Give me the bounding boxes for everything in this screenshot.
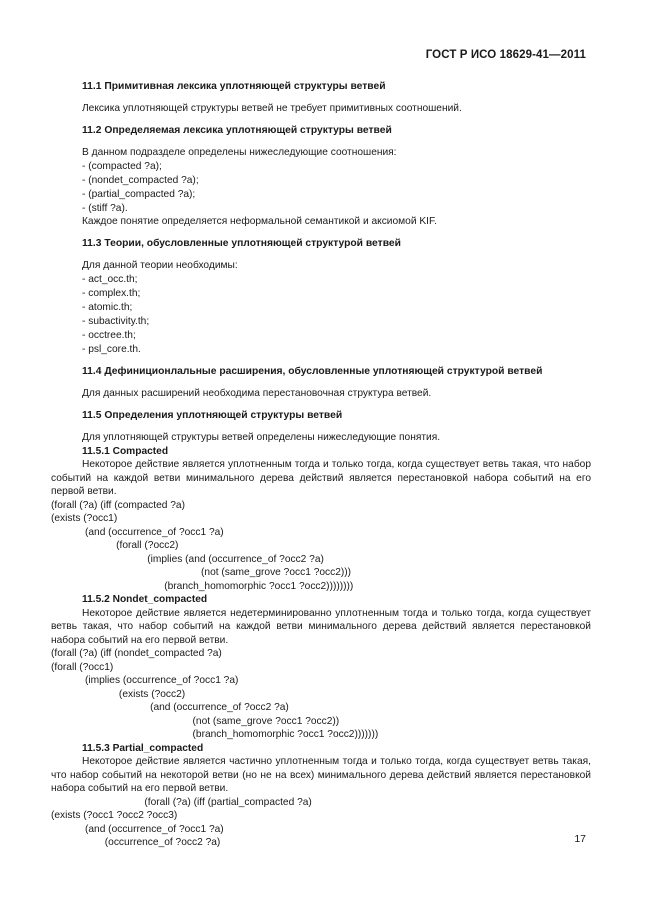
kif-axiom-line: (forall (?occ1) xyxy=(51,661,114,673)
subsection-title: 11.5.3 Partial_compacted xyxy=(82,742,204,754)
document-body xyxy=(51,80,591,850)
paragraph: Некоторое действие является недетерминированно уплотненным тогда и только тогда, когда существует ветвь такая, что набор событий на каждой ветви минимального дерева действий является перестановкой набора событий на его первой ветви. xyxy=(51,607,591,646)
list-item: - subactivity.th; xyxy=(82,315,150,327)
kif-axiom-line: (and (occurrence_of ?occ1 ?a) xyxy=(51,823,224,835)
list-item: - act_occ.th; xyxy=(82,274,138,286)
kif-axiom-line: (forall (?a) (iff (compacted ?a) xyxy=(51,499,185,511)
kif-axiom-line: (forall (?a) (iff (partial_compacted ?a) xyxy=(51,796,312,808)
paragraph: Некоторое действие является частично уплотненным тогда и только тогда, когда существует ветвь такая, что набор событий на некоторой ветви (но не на всех) минимального дерева действий является перестановкой набора событий на его первой ветви. xyxy=(51,756,591,794)
paragraph: Некоторое действие является уплотненным тогда и только тогда, когда существует ветвь такая, что набор событий на каждой ветви минимального дерева действий является перестановкой набора событий на его первой ветви. xyxy=(51,459,591,497)
list-item: - complex.th; xyxy=(82,288,141,300)
section-title: 11.1 Примитивная лексика уплотняющей структуры ветвей xyxy=(82,81,386,92)
section-title: 11.3 Теории, обусловленные уплотняющей структурой ветвей xyxy=(82,238,401,250)
kif-axiom-line: (and (occurrence_of ?occ2 ?a) xyxy=(51,702,289,713)
subsection-title: 11.5.1 Compacted xyxy=(82,445,169,457)
kif-axiom-line: (forall (?occ2) xyxy=(51,540,179,551)
paragraph: Каждое понятие определяется неформальной семантикой и аксиомой KIF. xyxy=(82,216,437,228)
list-item: - atomic.th; xyxy=(82,302,133,314)
kif-axiom-line: (exists (?occ2) xyxy=(51,688,186,700)
kif-axiom-line: (occurrence_of ?occ2 ?a) xyxy=(51,837,221,848)
list-item: - psl_core.th. xyxy=(82,343,141,355)
paragraph: Для данной теории необходимы: xyxy=(82,260,238,272)
paragraph: Для уплотняющей структуры ветвей определены нижеследующие понятия. xyxy=(82,431,441,443)
paragraph: В данном подразделе определены нижеследующие соотношения: xyxy=(82,146,397,158)
kif-axiom-line: (not (same_grove ?occ1 ?occ2))) xyxy=(51,567,352,578)
paragraph: Для данных расширений необходима перестановочная структура ветвей. xyxy=(82,387,432,399)
page-number: 17 xyxy=(574,833,586,845)
kif-axiom-line: (exists (?occ1) xyxy=(51,513,118,524)
kif-axiom-line: (and (occurrence_of ?occ1 ?a) xyxy=(51,526,224,538)
section-title: 11.2 Определяемая лексика уплотняющей структуры ветвей xyxy=(82,124,392,136)
kif-axiom-line: (branch_homomorphic ?occ1 ?occ2))))))) xyxy=(51,729,379,740)
kif-axiom-line: (implies (occurrence_of ?occ1 ?a) xyxy=(51,675,239,686)
paragraph: Лексика уплотняющей структуры ветвей не требует примитивных соотношений. xyxy=(82,103,462,114)
list-item: - (stiff ?a). xyxy=(82,202,128,214)
list-item: - occtree.th; xyxy=(82,329,136,341)
section-title: 11.5 Определения уплотняющей структуры ветвей xyxy=(82,409,343,421)
list-item: - (partial_compacted ?a); xyxy=(82,188,196,200)
kif-axiom-line: (implies (and (occurrence_of ?occ2 ?a) xyxy=(51,553,324,565)
subsection-title: 11.5.2 Nondet_compacted xyxy=(82,594,208,605)
kif-axiom-line: (branch_homomorphic ?occ1 ?occ2)))))))) xyxy=(51,580,354,592)
kif-axiom-line: (forall (?a) (iff (nondet_compacted ?a) xyxy=(51,648,222,659)
kif-axiom-line: (not (same_grove ?occ1 ?occ2)) xyxy=(51,715,340,727)
list-item: - (compacted ?a); xyxy=(82,160,162,172)
list-item: - (nondet_compacted ?a); xyxy=(82,174,199,186)
page-header: ГОСТ Р ИСО 18629-41—2011 xyxy=(425,49,586,61)
kif-axiom-line: (exists (?occ1 ?occ2 ?occ3) xyxy=(51,810,178,821)
section-title: 11.4 Дефиниционлальные расширения, обусловленные уплотняющей структурой ветвей xyxy=(82,365,543,377)
